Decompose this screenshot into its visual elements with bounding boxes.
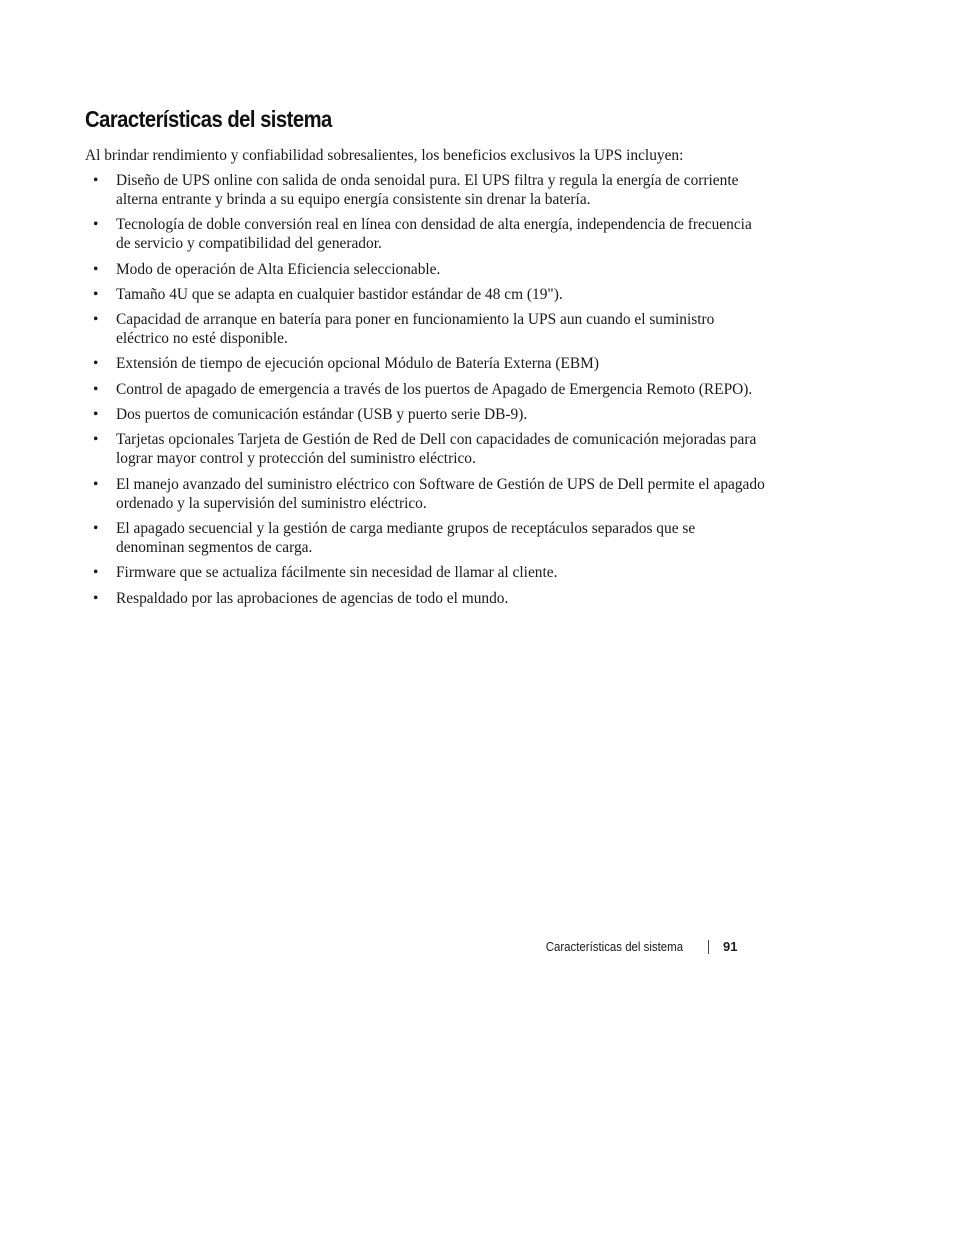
list-item — [85, 380, 765, 399]
list-item — [85, 285, 765, 304]
list-item-text: El manejo avanzado del suministro eléctrico con Software de Gestión de UPS de Dell permite el apagado ordenado y la supervisión del suministro eléctrico. — [116, 475, 765, 512]
list-item-text: Firmware que se actualiza fácilmente sin necesidad de llamar al cliente. — [116, 564, 558, 582]
bullet-icon: • — [93, 311, 99, 329]
list-item — [85, 405, 765, 424]
list-item-text: Control de apagado de emergencia a través de los puertos de Apagado de Emergencia Remoto (REPO). — [116, 380, 753, 398]
footer-divider — [708, 940, 709, 954]
bullet-icon: • — [93, 216, 99, 234]
list-item — [85, 430, 765, 468]
page-footer — [0, 937, 738, 957]
list-item-text: Tamaño 4U que se adapta en cualquier bastidor estándar de 48 cm (19"). — [116, 285, 563, 303]
page-number: 91 — [723, 939, 738, 954]
list-item-text: Tecnología de doble conversión real en línea con densidad de alta energía, independencia de frecuencia de servicio y compatibilidad del generador. — [116, 216, 752, 253]
bullet-icon: • — [93, 406, 99, 424]
list-item — [85, 563, 765, 582]
bullet-icon: • — [93, 260, 99, 278]
list-item — [85, 475, 765, 513]
bullet-icon: • — [93, 355, 99, 373]
bullet-icon: • — [93, 589, 99, 607]
bullet-icon: • — [93, 475, 99, 493]
list-item-text: Capacidad de arranque en batería para poner en funcionamiento la UPS aun cuando el suministro eléctrico no esté disponible. — [116, 311, 715, 348]
bullet-icon: • — [93, 380, 99, 398]
footer-section-label: Características del sistema — [545, 939, 683, 954]
list-item — [85, 519, 765, 557]
list-item-text: Respaldado por las aprobaciones de agencias de todo el mundo. — [116, 589, 509, 607]
list-item-text: Tarjetas opcionales Tarjeta de Gestión de Red de Dell con capacidades de comunicación mejoradas para lograr mayor control y protección del suministro eléctrico. — [116, 431, 757, 468]
bullet-icon: • — [93, 431, 99, 449]
list-item-text: Diseño de UPS online con salida de onda senoidal pura. El UPS filtra y regula la energía de corriente alterna entrante y brinda a su equipo energía consistente sin drenar la batería. — [116, 172, 739, 208]
bullet-icon: • — [93, 564, 99, 582]
page-title: Características del sistema — [85, 106, 332, 132]
bullet-icon: • — [93, 519, 99, 537]
list-item-text: Modo de operación de Alta Eficiencia seleccionable. — [116, 260, 441, 278]
list-item — [85, 310, 765, 348]
bullet-icon: • — [93, 285, 99, 303]
list-item — [85, 171, 765, 209]
list-item — [85, 589, 765, 608]
list-item-text: Dos puertos de comunicación estándar (USB y puerto serie DB-9). — [116, 406, 528, 424]
feature-list — [85, 171, 765, 614]
bullet-icon: • — [93, 172, 99, 189]
list-item-text: Extensión de tiempo de ejecución opcional Módulo de Batería Externa (EBM) — [116, 355, 599, 373]
list-item — [85, 260, 765, 279]
list-item-text: El apagado secuencial y la gestión de carga mediante grupos de receptáculos separados que se denominan segmentos de carga. — [116, 519, 696, 556]
intro-paragraph: Al brindar rendimiento y confiabilidad sobresalientes, los beneficios exclusivos la UPS incluyen: — [85, 147, 684, 164]
list-item — [85, 215, 765, 253]
list-item — [85, 354, 765, 373]
